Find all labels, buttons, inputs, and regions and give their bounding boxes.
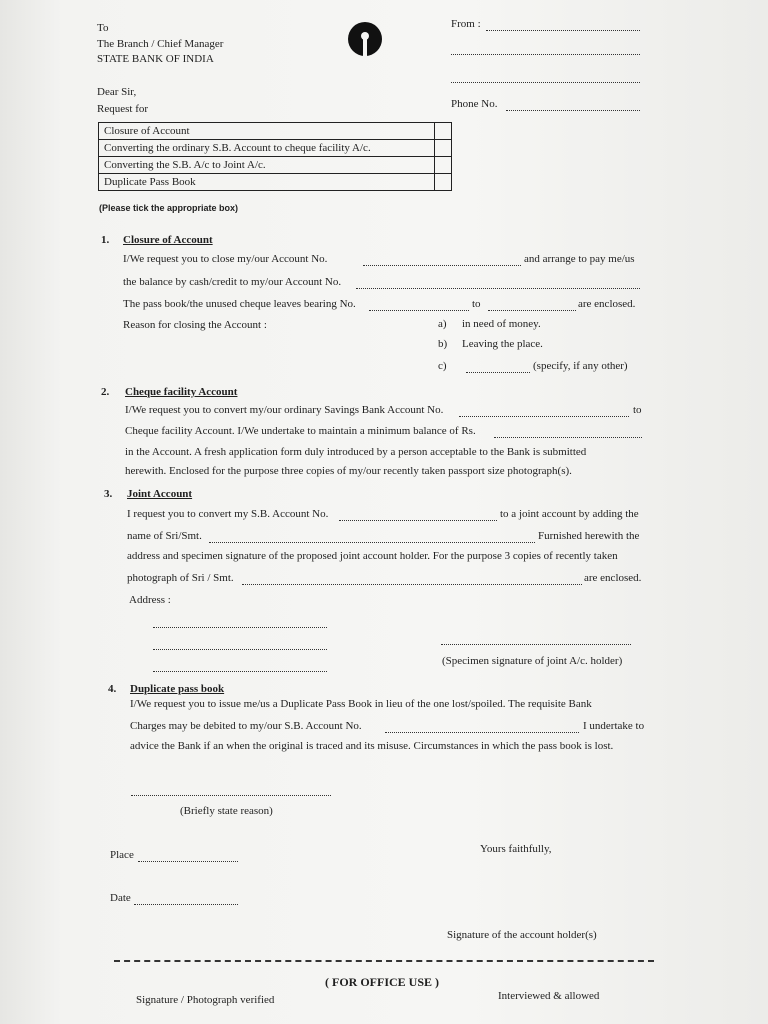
date-label: Date xyxy=(110,892,131,904)
section2-line1-end: to xyxy=(633,404,642,416)
reason-a-marker: a) xyxy=(438,318,447,330)
joint-sb-account-no-field[interactable] xyxy=(339,511,497,521)
close-account-no-field[interactable] xyxy=(363,256,521,266)
address-field-line1[interactable] xyxy=(153,618,327,628)
from-field-line3[interactable] xyxy=(451,73,640,83)
reason-c-text: (specify, if any other) xyxy=(533,360,628,372)
section1-number: 1. xyxy=(101,234,110,246)
request-option-label: Converting the ordinary S.B. Account to cheque facility A/c. xyxy=(99,140,435,157)
bank-logo-icon xyxy=(348,22,382,56)
addressee-line1: The Branch / Chief Manager xyxy=(97,38,224,50)
sig-photo-verified-label: Signature / Photograph verified xyxy=(136,994,275,1006)
from-field-line2[interactable] xyxy=(451,45,640,55)
request-for-label: Request for xyxy=(97,103,149,115)
sb-account-no-field[interactable] xyxy=(459,407,629,417)
section3-line4-text: photograph of Sri / Smt. xyxy=(127,572,234,584)
office-use-heading: ( FOR OFFICE USE ) xyxy=(325,975,439,989)
section1-line1-text: I/We request you to close my/our Account No. xyxy=(123,253,328,265)
request-option-row xyxy=(99,140,452,157)
account-holder-signature-label: Signature of the account holder(s) xyxy=(447,929,597,941)
credit-account-no-field[interactable] xyxy=(356,279,640,289)
tick-box[interactable] xyxy=(435,140,452,157)
specimen-signature-label: (Specimen signature of joint A/c. holder) xyxy=(442,655,623,667)
dup-account-no-field[interactable] xyxy=(385,723,579,733)
interviewed-allowed-label: Interviewed & allowed xyxy=(498,990,600,1002)
from-field-line1[interactable] xyxy=(486,21,640,31)
request-options-table xyxy=(98,122,452,191)
request-option-row xyxy=(99,157,452,174)
section2-line3-text: in the Account. A fresh application form duly introduced by a person acceptable to the Bank is submitted xyxy=(125,446,587,458)
minimum-balance-field[interactable] xyxy=(494,428,642,438)
section3-number: 3. xyxy=(104,488,113,500)
section1-line3-end: are enclosed. xyxy=(578,298,636,310)
reason-c-marker: c) xyxy=(438,360,447,372)
reason-b-text[interactable]: Leaving the place. xyxy=(462,338,543,350)
section3-line2-text: name of Sri/Smt. xyxy=(127,530,202,542)
section4-line2-text: Charges may be debited to my/our S.B. Account No. xyxy=(130,720,362,732)
section3-line1-text: I request you to convert my S.B. Account No. xyxy=(127,508,329,520)
salutation: Dear Sir, xyxy=(97,86,137,98)
request-option-label: Duplicate Pass Book xyxy=(99,174,435,191)
section2-line4-text: herewith. Enclosed for the purpose three copies of my/our recently taken passport size photograph(s). xyxy=(125,465,572,477)
section1-line1-end: and arrange to pay me/us xyxy=(524,253,635,265)
section2-number: 2. xyxy=(101,386,110,398)
joint-holder-name-field[interactable] xyxy=(209,533,535,543)
cheque-to-field[interactable] xyxy=(488,301,576,311)
tick-box[interactable] xyxy=(435,123,452,140)
phone-field[interactable] xyxy=(506,101,640,111)
office-use-separator xyxy=(114,960,654,962)
section2-line2-text: Cheque facility Account. I/We undertake to maintain a minimum balance of Rs. xyxy=(125,425,476,437)
request-option-label: Converting the S.B. A/c to Joint A/c. xyxy=(99,157,435,174)
request-option-row xyxy=(99,123,452,140)
yours-faithfully: Yours faithfully, xyxy=(480,843,552,855)
place-label: Place xyxy=(110,849,134,861)
section4-number: 4. xyxy=(108,683,117,695)
lost-reason-field[interactable] xyxy=(131,786,331,796)
section3-line2-end: Furnished herewith the xyxy=(538,530,640,542)
reason-other-field[interactable] xyxy=(466,363,530,373)
section3-line1-end: to a joint account by adding the xyxy=(500,508,639,520)
section2-title: Cheque facility Account xyxy=(125,386,238,398)
request-option-label: Closure of Account xyxy=(99,123,435,140)
address-field-line2[interactable] xyxy=(153,640,327,650)
section4-line3-text: advice the Bank if an when the original is traced and its misuse. Circumstances in which the pass book is lost. xyxy=(130,740,614,752)
section4-line2-end: I undertake to xyxy=(583,720,645,732)
reason-a-text[interactable]: in need of money. xyxy=(462,318,541,330)
from-label: From : xyxy=(451,18,481,30)
tick-box[interactable] xyxy=(435,174,452,191)
section4-line1-text: I/We request you to issue me/us a Duplicate Pass Book in lieu of the one lost/spoiled. The requisite Bank xyxy=(130,698,592,710)
lost-reason-label: (Briefly state reason) xyxy=(180,805,273,817)
section1-line3-text: The pass book/the unused cheque leaves bearing No. xyxy=(123,298,356,310)
address-label: Address : xyxy=(129,594,171,606)
date-field[interactable] xyxy=(134,895,238,905)
specimen-signature-field[interactable] xyxy=(441,635,631,645)
tick-note: (Please tick the appropriate box) xyxy=(99,203,239,213)
reason-label: Reason for closing the Account : xyxy=(123,319,267,331)
tick-box[interactable] xyxy=(435,157,452,174)
section3-line3-text: address and specimen signature of the proposed joint account holder. For the purpose 3 copies of recently taken xyxy=(127,550,618,562)
phone-label: Phone No. xyxy=(451,98,498,110)
request-option-row xyxy=(99,174,452,191)
place-field[interactable] xyxy=(138,852,238,862)
photo-holder-name-field[interactable] xyxy=(242,575,582,585)
section2-line1-text: I/We request you to convert my/our ordinary Savings Bank Account No. xyxy=(125,404,444,416)
cheque-from-field[interactable] xyxy=(369,301,469,311)
section3-line4-end: are enclosed. xyxy=(584,572,642,584)
reason-b-marker: b) xyxy=(438,338,448,350)
section3-title: Joint Account xyxy=(127,488,193,500)
to-label: To xyxy=(97,22,109,34)
addressee-line2: STATE BANK OF INDIA xyxy=(97,53,214,65)
section1-line2-text: the balance by cash/credit to my/our Account No. xyxy=(123,276,342,288)
section4-title: Duplicate pass book xyxy=(130,683,225,695)
address-field-line3[interactable] xyxy=(153,662,327,672)
section1-title: Closure of Account xyxy=(123,234,213,246)
section1-line3-to: to xyxy=(472,298,481,310)
